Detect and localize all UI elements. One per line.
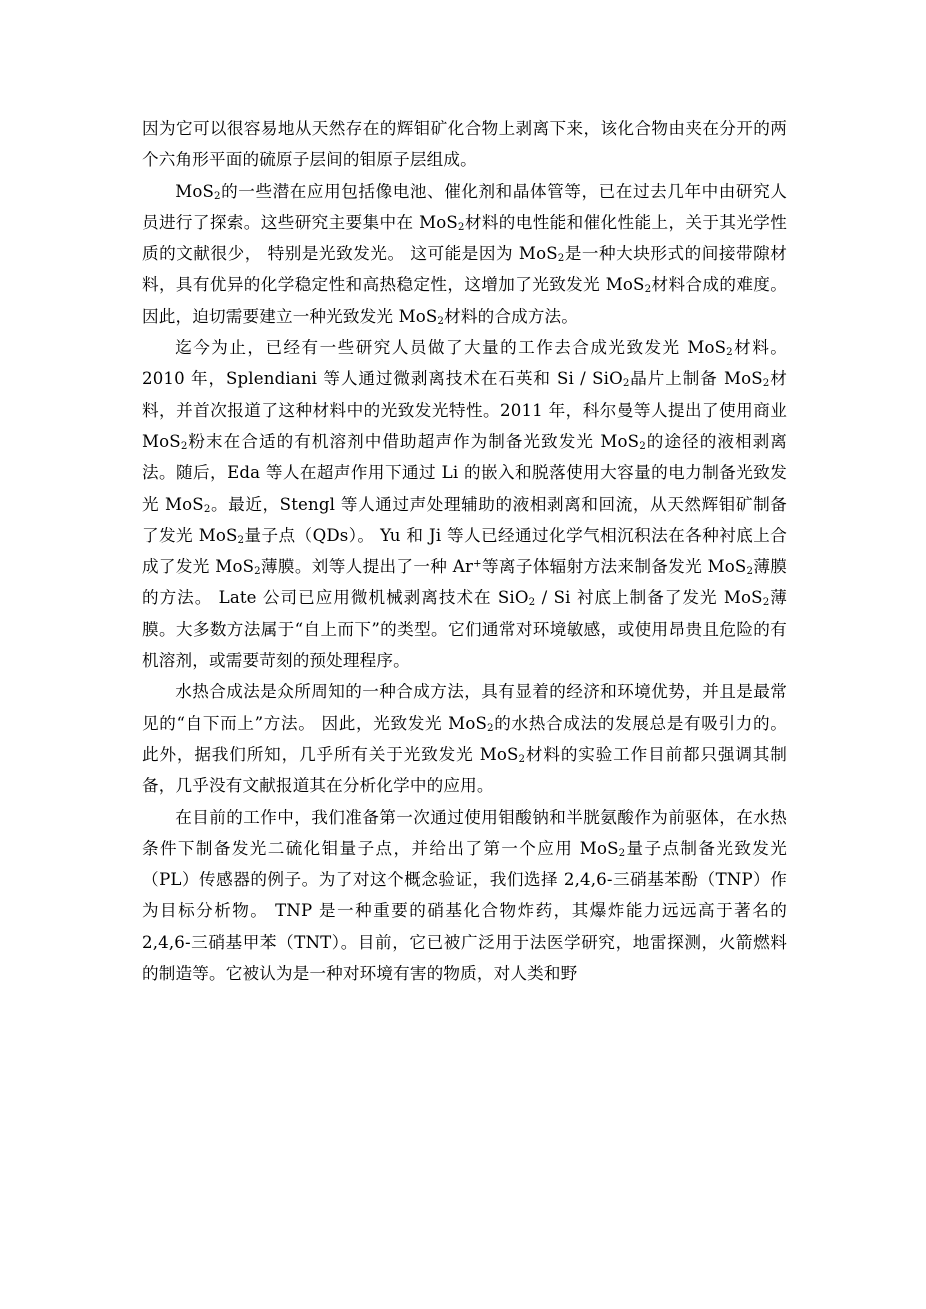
text-run: 迄今为止，已经有一些研究人员做了大量的工作去合成光致发光 MoS (175, 338, 727, 358)
text-run: 量子点制备光致发光（PL）传感器的例子。为了对这个概念验证，我们选择 2,4,6-三硝基苯酚（TNP）作为目标分析物。 TNP 是一种重要的硝基化合物炸药，其爆炸能力远远高于著名的 2,4,6-三硝基甲苯（TNT）。目前，它已被广泛用于法医学研究，地雷探测，火箭燃料的制造等。它被认为是一种对环境有害的物质，对人类和野 (142, 838, 787, 984)
text-run: 材料。2010 年，Splendiani 等人通过微剥离技术在石英和 Si / SiO (142, 338, 788, 389)
text-run: 材料的合成方法。 (444, 306, 579, 326)
subscript: 2 (726, 346, 733, 359)
subscript: 2 (437, 314, 445, 327)
body-text (142, 113, 787, 989)
text-run: / Si 衬底上制备了发光 MoS (535, 588, 763, 608)
subscript: 2 (746, 565, 754, 578)
text-run: 是一种大块形式的间接带隙材料，具有优异的化学稳定性和高热稳定性，这增加了光致发光 MoS (142, 244, 787, 295)
text-run: 晶片上制备 MoS (629, 369, 763, 389)
text-run: 薄膜的方法。 Late 公司已应用微机械剥离技术在 SiO (142, 557, 787, 608)
text-run: 材料，并首次报道了这种材料中的光致发光特性。2011 年，科尔曼等人提出了使用商业 MoS (142, 369, 787, 451)
superscript: + (473, 557, 482, 570)
text-run: 。最近，Stengl 等人通过声处理辅助的液相剥离和回流，从天然辉钼矿制备了发光 MoS (142, 494, 788, 545)
subscript: 2 (557, 252, 565, 265)
text-run: 在目前的工作中，我们准备第一次通过使用钼酸钠和半胱氨酸作为前驱体，在水热条件下制备发光二硫化钼量子点，并给出了第一个应用 MoS (142, 807, 787, 858)
text-run: 量子点（QDs）。 Yu 和 Ji 等人已经通过化学气相沉积法在各种衬底上合成了发光 MoS (142, 525, 787, 577)
text-run: MoS (175, 181, 214, 201)
subscript: 2 (762, 596, 770, 609)
subscript: 2 (644, 283, 652, 296)
text-run: 薄膜。大多数方法属于“自上而下”的类型。它们通常对环境敏感，或使用昂贵且危险的有机溶剂，或需要苛刻的预处理程序。 (142, 588, 787, 671)
text-run: 的水热合成法的发展总是有吸引力的。 此外，据我们所知，几乎所有关于光致发光 MoS (142, 713, 787, 764)
subscript: 2 (486, 721, 494, 734)
paragraph (142, 802, 787, 990)
paragraph (142, 332, 787, 676)
subscript: 2 (457, 220, 465, 233)
text-run: 因为它可以很容易地从天然存在的辉钼矿化合物上剥离下来，该化合物由夹在分开的两个六角形平面的硫原子层间的钼原子层组成。 (142, 119, 787, 170)
text-run: 的途径的液相剥离法。随后，Eda 等人在超声作用下通过 Li 的嵌入和脱落使用大容量的电力制备光致发光 MoS (142, 431, 788, 514)
text-run: 等离子体辐射方法来制备发光 MoS (481, 557, 747, 577)
subscript: 2 (762, 377, 770, 390)
paragraph (142, 113, 787, 176)
subscript: 2 (528, 596, 536, 609)
subscript: 2 (214, 189, 221, 202)
subscript: 2 (203, 502, 211, 515)
subscript: 2 (622, 377, 630, 390)
subscript: 2 (180, 440, 188, 453)
text-run: 材料的实验工作目前都只强调其制备，几乎没有文献报道其在分析化学中的应用。 (142, 744, 787, 796)
text-run: 材料的电性能和催化性能上，关于其光学性质的文献很少， 特别是光致发光。 这可能是因为 MoS (142, 212, 787, 264)
subscript: 2 (639, 440, 646, 453)
text-run: 粉末在合适的有机溶剂中借助超声作为制备光致发光 MoS (187, 431, 640, 451)
subscript: 2 (237, 533, 245, 546)
subscript: 2 (254, 565, 261, 578)
text-run: 薄膜。刘等人提出了一种 Ar (260, 557, 474, 577)
subscript: 2 (518, 752, 526, 765)
text-run: 水热合成法是众所周知的一种合成方法，具有显着的经济和环境优势，并且是最常见的“自下而上”方法。 因此，光致发光 MoS (142, 682, 787, 733)
text-run: 材料合成的难度。 因此，迫切需要建立一种光致发光 MoS (142, 275, 787, 326)
paragraph (142, 676, 787, 801)
subscript: 2 (618, 846, 626, 859)
paragraph (142, 176, 787, 332)
text-run: 的一些潜在应用包括像电池、催化剂和晶体管等，已在过去几年中由研究人员进行了探索。这些研究主要集中在 MoS (142, 181, 787, 232)
